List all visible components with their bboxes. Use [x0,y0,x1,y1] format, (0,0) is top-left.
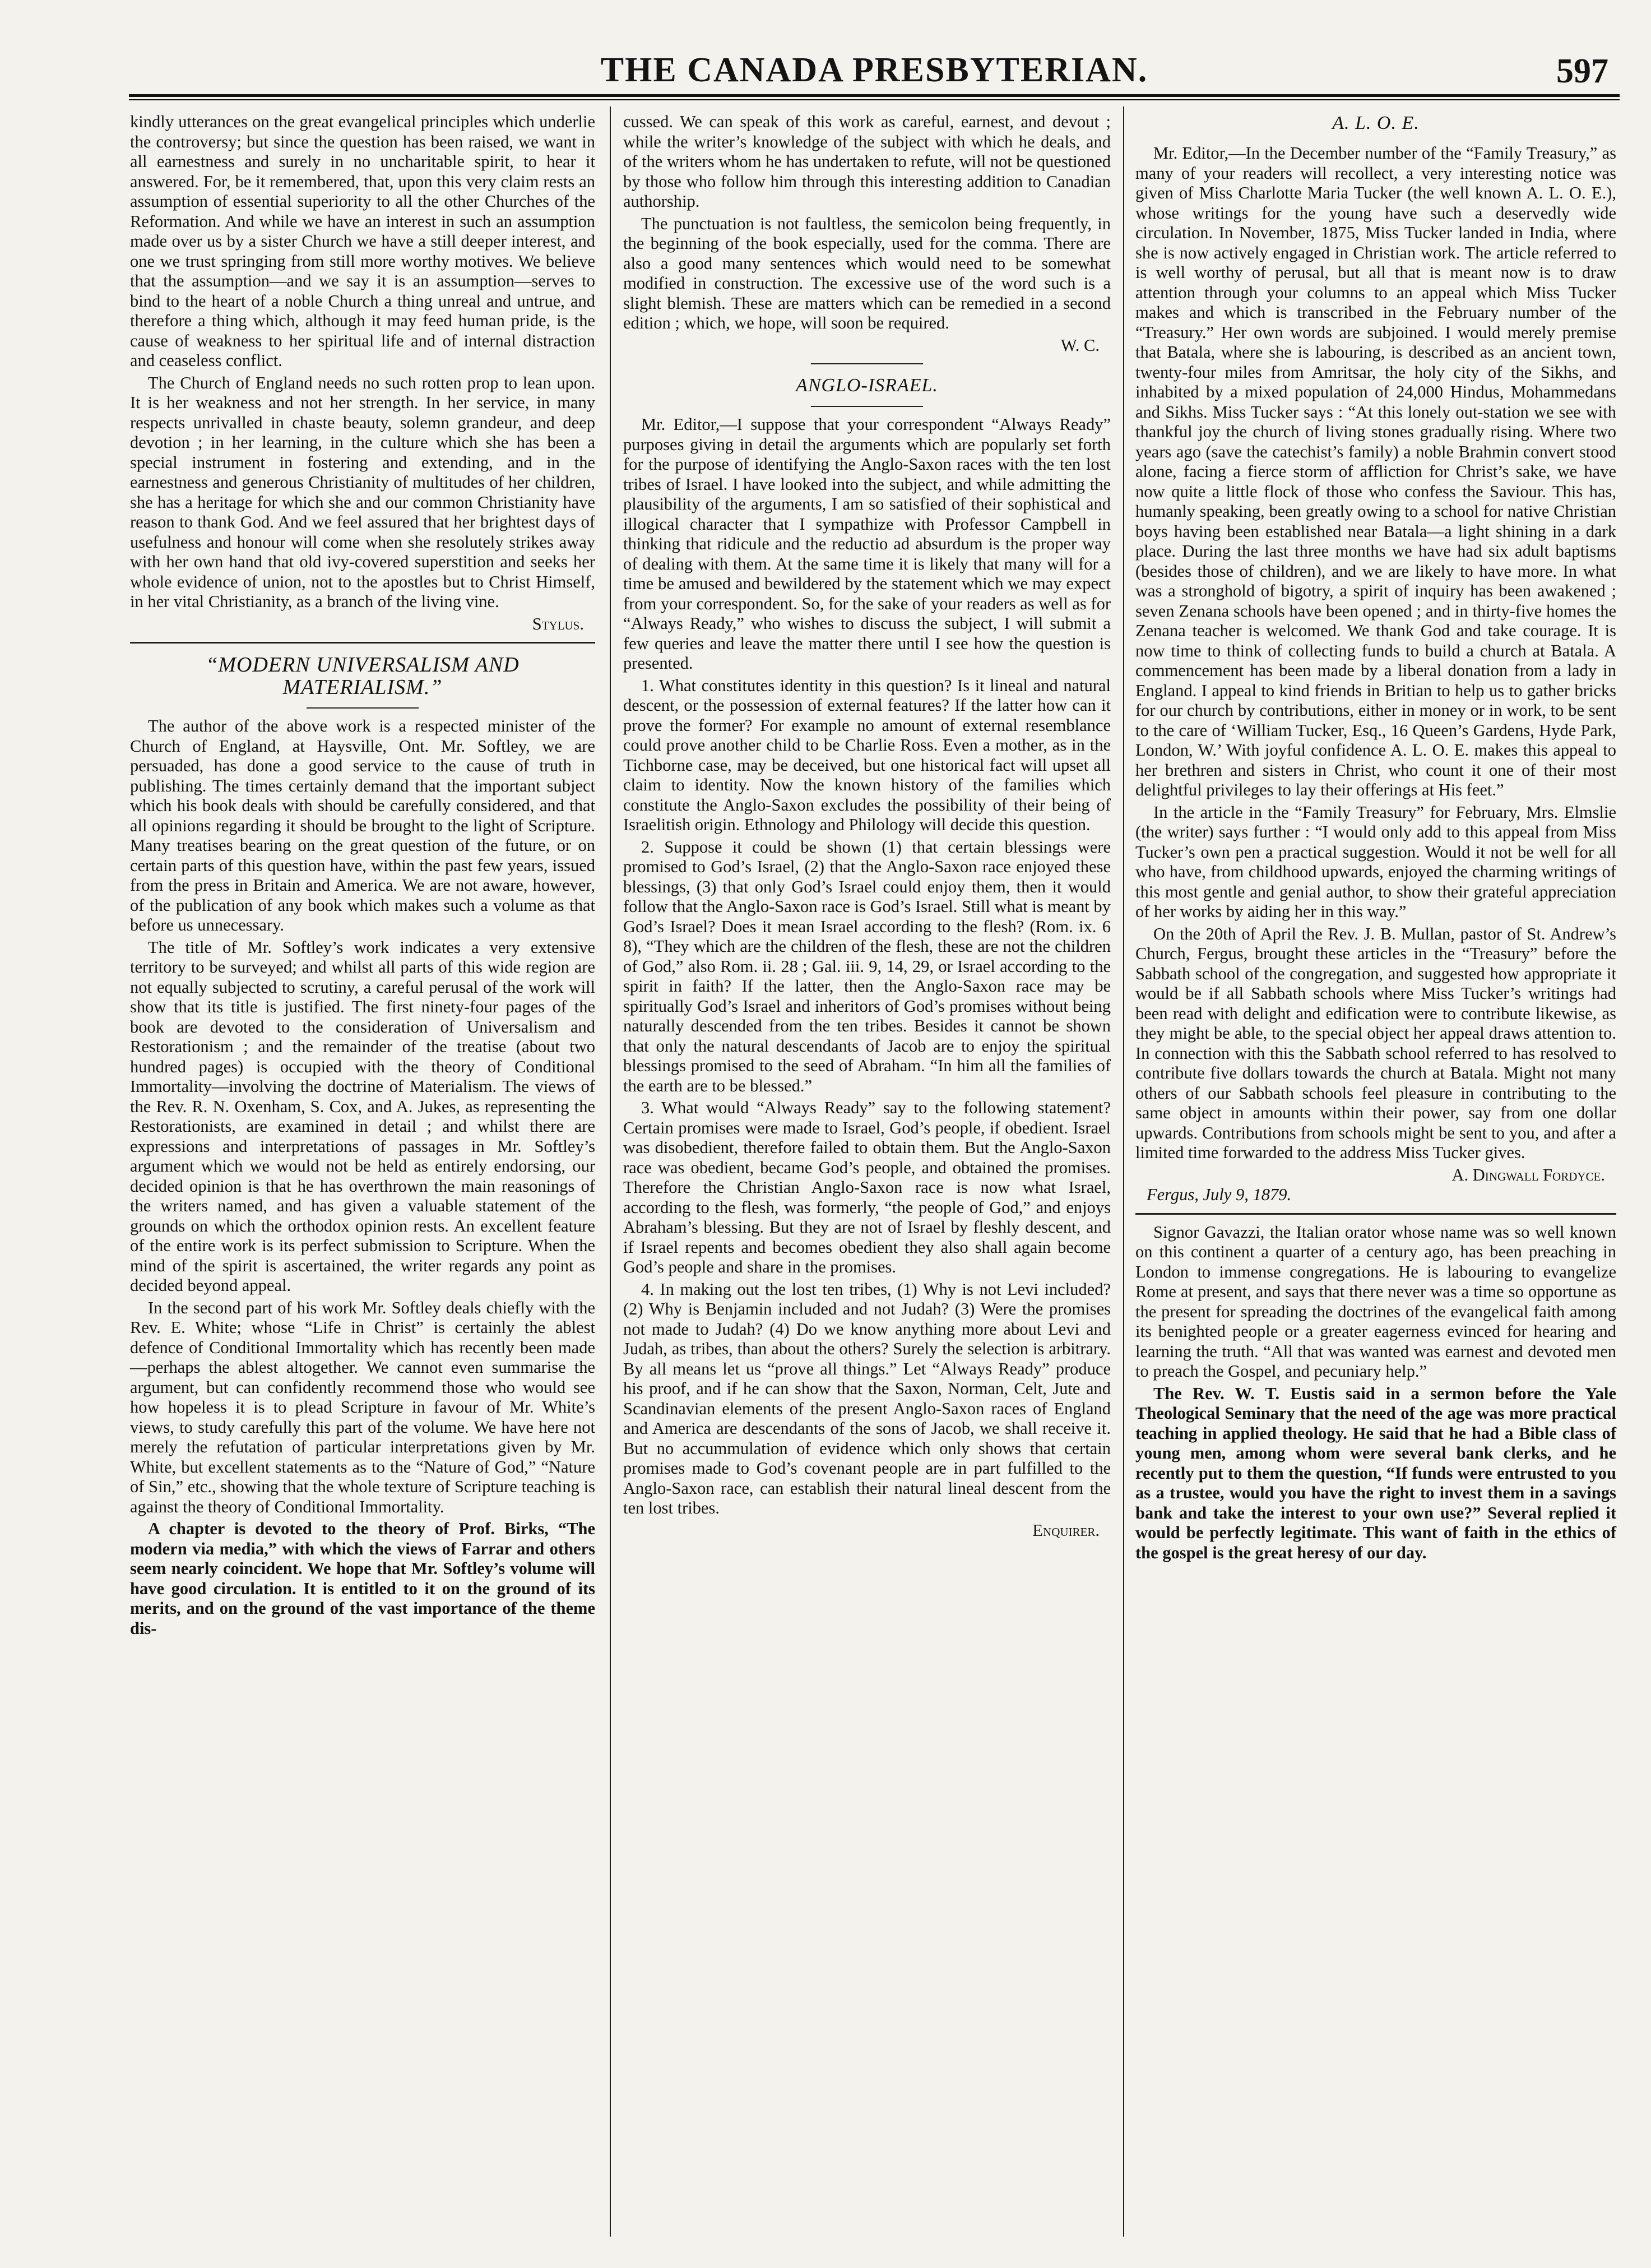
article-title-anglo-israel: ANGLO-ISRAEL. [796,375,938,396]
col2-paragraph-6: 3. What would “Always Ready” say to the following statement? Certain promises were made to Israel, God’s people, if obedient. Israel was disobedient, therefore failed to obtain them. But the Anglo-Saxon race was obedient, became God’s people, and obtained the promises. Therefore the Christian Anglo-Saxon race is now what Israel, according to the flesh, was formerly, “the people of God,” and enjoys Abraham’s blessing. But they are not of Israel by fleshly descent, and if Israel repents and becomes obedient they also shall again become God’s people and share in the promises. [623,1098,1111,1276]
col3-paragraph-2: In the article in the “Family Treasury” for February, Mrs. Elmslie (the writer) says further : “I would only add to this appeal from Miss Tucker’s own pen a practical suggestion. Would it not be well for all who have, from childhood upwards, enjoyed the charming writings of this most gentle and genial author, to show their grateful appreciation of her works by aiding her in this way.” [1135,802,1616,921]
column-divider-1 [610,107,611,2237]
title-underline [811,406,923,407]
page-number: 597 [1556,52,1608,90]
col2-paragraph-4: 1. What constitutes identity in this question? Is it lineal and natural descent, or the possession of external features? If the latter how can it prove the former? For example no amount of external resemblance could prove another child to be Charlie Ross. Even a mother, as in the Tichborne case, may be deceived, but one historical fact will upset all claim to identity. Now the known history of the families which constitute the Anglo-Saxon excludes the possibility of their being of Israelitish origin. Ethnology and Philology will decide this question. [623,675,1111,834]
col2-paragraph-7: 4. In making out the lost ten tribes, (1) Why is not Levi included? (2) Why is Benjamin included and not Judah? (3) Were the promises not made to Judah? (4) Do we know anything more about Levi and Judah, as tribes, than about the others? Surely the selection is arbitrary. By all means let us “prove all things.” Let “Always Ready” produce his proof, and if he can show that the Saxon, Norman, Celt, Jute and Scandinavian elements of the present Anglo-Saxon races of England and America are descendants of the sons of Jacob, we shall receive it. But no accummulation of evidence which only shows that certain promises made to God’s covenant people are in part fulfilled to the Anglo-Saxon race, can establish their natural lineal descent from the ten lost tribes. [623,1279,1111,1517]
newspaper-title: THE CANADA PRESBYTERIAN. [600,51,1148,89]
column-3 [1135,112,1616,1565]
col1-paragraph-4: The title of Mr. Softley’s work indicates a very extensive territory to be surveyed; and whilst all parts of this wide region are not equally subjected to scrutiny, a careful perusal of the work will show that its title is justified. The first ninety-four pages of the book are devoted to the consideration of Universalism and Restorationism ; and the remainder of the treatise (about two hundred pages) is occupied with the theory of Conditional Immortality—involving the doctrine of Materialism. The views of the Rev. R. N. Oxenham, S. Cox, and A. Jukes, as representing the Restorationists, are examined in detail ; and whilst there are expressions and interpretations of passages in Mr. Softley’s argument which we would not be held as entirely endorsing, our decided opinion is that he has overthrown the main reasonings of the writers named, and has given a valuable statement of the grounds on which the orthodox opinion rests. An excellent feature of the entire work is its perfect submission to Scripture. When the mind of the spirit is ascertained, the writer regards any point as decided beyond appeal. [130,937,595,1295]
column-2 [623,112,1111,1540]
col3-paragraph-3: On the 20th of April the Rev. J. B. Mullan, pastor of St. Andrew’s Church, Fergus, brought these articles in the “Treasury” before the Sabbath school of the congregation, and suggested how appropriate it would be if all Sabbath schools where Miss Tucker’s writings had been read with delight and edification were to contribute likewise, as they might be able, to the special object her appeal draws attention to. In connection with this the Sabbath school referred to has resolved to contribute five dollars towards the church at Batala. Might not many others of our Sabbath schools feel pleasure in contributing to the same object in amounts within their power, say from one dollar upwards. Contributions from schools might be sent to you, and after a limited time forwarded to the address Miss Tucker gives. [1135,924,1616,1162]
column-1 [130,112,595,1641]
dateline: Fergus, July 9, 1879. [1147,1185,1292,1204]
col3-paragraph-1: Mr. Editor,—In the December number of the “Family Treasury,” as many of your readers will recollect, a very interesting notice was given of Miss Charlotte Maria Tucker (the well known A. L. O. E.), whose writings for the young have such a deservedly wide circulation. In November, 1875, Miss Tucker landed in India, where she is now actively engaged in Christian work. The article referred to is well worthy of perusal, but all that is meant now is to draw attention through your columns to an appeal which Miss Tucker makes and which is transcribed in the February number of the “Treasury.” Her own words are subjoined. I would merely premise that Batala, where she is labouring, is described as an ancient town, twenty-four miles from Amritsar, the holy city of the Sikhs, and inhabited by a mixed population of 24,000 Hindus, Mohammedans and Sikhs. Miss Tucker says : “At this lonely out-station we see with thankful joy the church of living stones gradually rising. Where two years ago (save the catechist’s family) a noble Brahmin convert stood alone, facing a fierce storm of affliction for Christ’s sake, we have now quite a little flock of those who confess the Saviour. This has, humanly speaking, been greatly owing to a school for native Christian boys having been established near Batala—a light shining in a dark place. During the last three months we have had six adult baptisms (besides those of children), and we are likely to have more. In what was a stronghold of bigotry, a spirit of inquiry has been awakened ; seven Zenana schools have been opened ; and in thirty-five homes the Zenana teacher is welcomed. We thank God and take courage. It is now time to think of collecting funds to build a church at Batala. A commencement has been made by a liberal donation from a lady in England. I appeal to kind friends in Britian to help us to gather bricks for our church by contributions, either in money or in work, to be sent to the care of ‘William Tucker, Esq., 16 Queen’s Gardens, Hyde Park, London, W.’ With joyful confidence A. L. O. E. makes this appeal to her brethren and sisters in Christ, who count it one of their most delightful privileges to lay their offerings at His feet.” [1135,144,1616,799]
col2-paragraph-1: cussed. We can speak of this work as careful, earnest, and devout ; while the writer’s knowledge of the subject with which he deals, and of the writers whom he has undertaken to refute, will not be questioned by those who follow him through this interesting addition to Canadian authorship. [623,112,1111,211]
header-rule [129,94,1620,100]
col1-paragraph-3: The author of the above work is a respected minister of the Church of England, at Haysville, Ont. Mr. Softley, we are persuaded, has done a good service to the cause of truth in publishing. The times certainly demand that the important subject which his book deals with should be carefully considered, and that all opinions regarding it should be brought to the light of Scripture. Many treatises bearing on the great question of the future, or on certain parts of this question have, within the past few years, issued from the press in Britain and America. We are not aware, however, of the publication of any book which makes such a volume as that before us unnecessary. [130,716,595,934]
col2-paragraph-5: 2. Suppose it could be shown (1) that certain blessings were promised to God’s Israel, (2) that the Anglo-Saxon race enjoyed these blessings, (3) that only God’s Israel could enjoy them, then it would follow that the Anglo-Saxon race is God’s Israel. Still what is meant by God’s Israel? Does it mean Israel according to the flesh? (Rom. ix. 6 8), “They which are the children of the flesh, these are not the children of God,” also Rom. ii. 28 ; Gal. iii. 9, 14, 29, or Israel according to the spirit in faith? If the latter, then the Anglo-Saxon race may be spiritually God’s Israel and inheritors of God’s promises without being naturally descended from the ten tribes. Besides it cannot be shown that only the natural descendants of Jacob are to enjoy the spiritual blessings promised to the seed of Abraham. “In him all the families of the earth are to be blessed.” [623,837,1111,1095]
col1-paragraph-6: A chapter is devoted to the theory of Prof. Birks, “The modern via media,” with which the views of Farrar and others seem nearly coincident. We hope that Mr. Softley’s volume will have good circulation. It is entitled to it on the ground of its merits, and on the ground of the vast importance of the theme dis- [130,1519,595,1638]
col2-paragraph-3: Mr. Editor,—I suppose that your correspondent “Always Ready” purposes giving in detail the arguments which are popularly set forth for the purpose of identifying the Anglo-Saxon races with the ten lost tribes of Israel. I have looked into the subject, and while admitting the plausibility of the arguments, I am so satisfied of their sophistical and illogical character that I sympathize with Professor Campbell in thinking that ridicule and the reductio ad absurdum is the proper way of dealing with them. At the same time it is likely that many will for a time be amused and bewildered by the statement which we may expect from your correspondent. So, for the sake of your readers as well as for “Always Ready,” who wishes to discuss the subject, I will submit a few queries and leave the matter there until I see how the question is presented. [623,415,1111,673]
title-underline [307,707,419,709]
col3-paragraph-5: The Rev. W. T. Eustis said in a sermon before the Yale Theological Seminary that the need of the age was more practical teaching in applied theology. He said that he had a Bible class of young men, among whom were several bank clerks, and he recently put to them the question, “If funds were entrusted to you as a trustee, would you have the right to invest them in a savings bank and take the interest to your own use?” Several replied it would be perfectly legitimate. This want of faith in the ethics of the gospel is the great heresy of our day. [1135,1383,1616,1562]
article-separator [811,363,923,364]
col1-paragraph-2: The Church of England needs no such rotten prop to lean upon. It is her weakness and not her strength. In her service, in many respects unrivalled in chaste beauty, solemn grandeur, and deep devotion ; in her learning, in the culture which she has been a special instrument in fostering and extending, and in the earnestness and generous Christianity of multitudes of her children, she has a heritage for which she and our common Christianity have reason to thank God. And we feel assured that her brightest days of usefulness and honour will come when she resolutely strikes away with her own hand that old ivy-covered superstition and seeks her whole evidence of union, not to the apostles but to Christ Himself, in her vital Christianity, as a branch of the living vine. [130,373,595,611]
signature-enquirer: Enquirer. [1032,1520,1100,1540]
col1-paragraph-1: kindly utterances on the great evangelical principles which underlie the controversy; but since the question has been raised, we want in all earnestness and surely in no uncharitable spirit, to hear it answered. For, be it remembered, that, upon this very claim rests an assumption of essential superiority to all the other Churches of the Reformation. And while we have an interest in such an assumption made over us by a sister Church we have a still deeper interest, and one we trust springing from still more worthy motives. We believe that the assumption—and we say it is an assumption—serves to bind to the heart of a noble Church a thing unreal and untrue, and therefore a thing which, although it may feed human pride, is the cause of weakness to her spiritual life and of internal distraction and ceaseless conflict. [130,112,595,370]
article-title-aloe: A. L. O. E. [1332,113,1420,133]
signature-fordyce: A. Dingwall Fordyce. [1451,1165,1605,1184]
signature-stylus: Stylus. [532,614,584,633]
article-separator [130,642,595,644]
article-separator [1135,1213,1616,1215]
col1-paragraph-5: In the second part of his work Mr. Softley deals chiefly with the Rev. E. White; whose “Life in Christ” is certainly the ablest defence of Conditional Immortality which has recently been made—perhaps the ablest altogether. We cannot even summarise the argument, but can confidently recommend those who would see how hopeless it is to plead Scripture in favour of Mr. White’s views, to study carefully this part of the volume. We have here not merely the refutation of particular interpretations given by Mr. White, but excellent statements as to the “Nature of God,” “Nature of Sin,” etc., showing that the whole texture of Scripture teaching is against the theory of Conditional Immortality. [130,1298,595,1516]
article-title-universalism: “MODERN UNIVERSALISM AND MATERIALISM.” [206,653,520,699]
col2-paragraph-2: The punctuation is not faultless, the semicolon being frequently, in the beginning of the book especially, used for the comma. There are also a good many sentences which would need to be somewhat modified in construction. The excessive use of the word such is a slight blemish. These are matters which can be remedied in a second edition ; which, we hope, will soon be required. [623,214,1111,332]
signature-wc: W. C. [1060,335,1100,355]
column-divider-2 [1123,107,1124,2237]
col3-paragraph-4: Signor Gavazzi, the Italian orator whose name was so well known on this continent a quarter of a century ago, has been preaching in London to immense congregations. He is labouring to evangelize Rome at present, and says that there never was a time so opportune as the present for spreading the doctrines of the evangelical faith among its benighted people or a greater eagerness evinced for hearing and learning the truth. “All that was wanted was earnest and devoted men to preach the Gospel, and pecuniary help.” [1135,1222,1616,1381]
